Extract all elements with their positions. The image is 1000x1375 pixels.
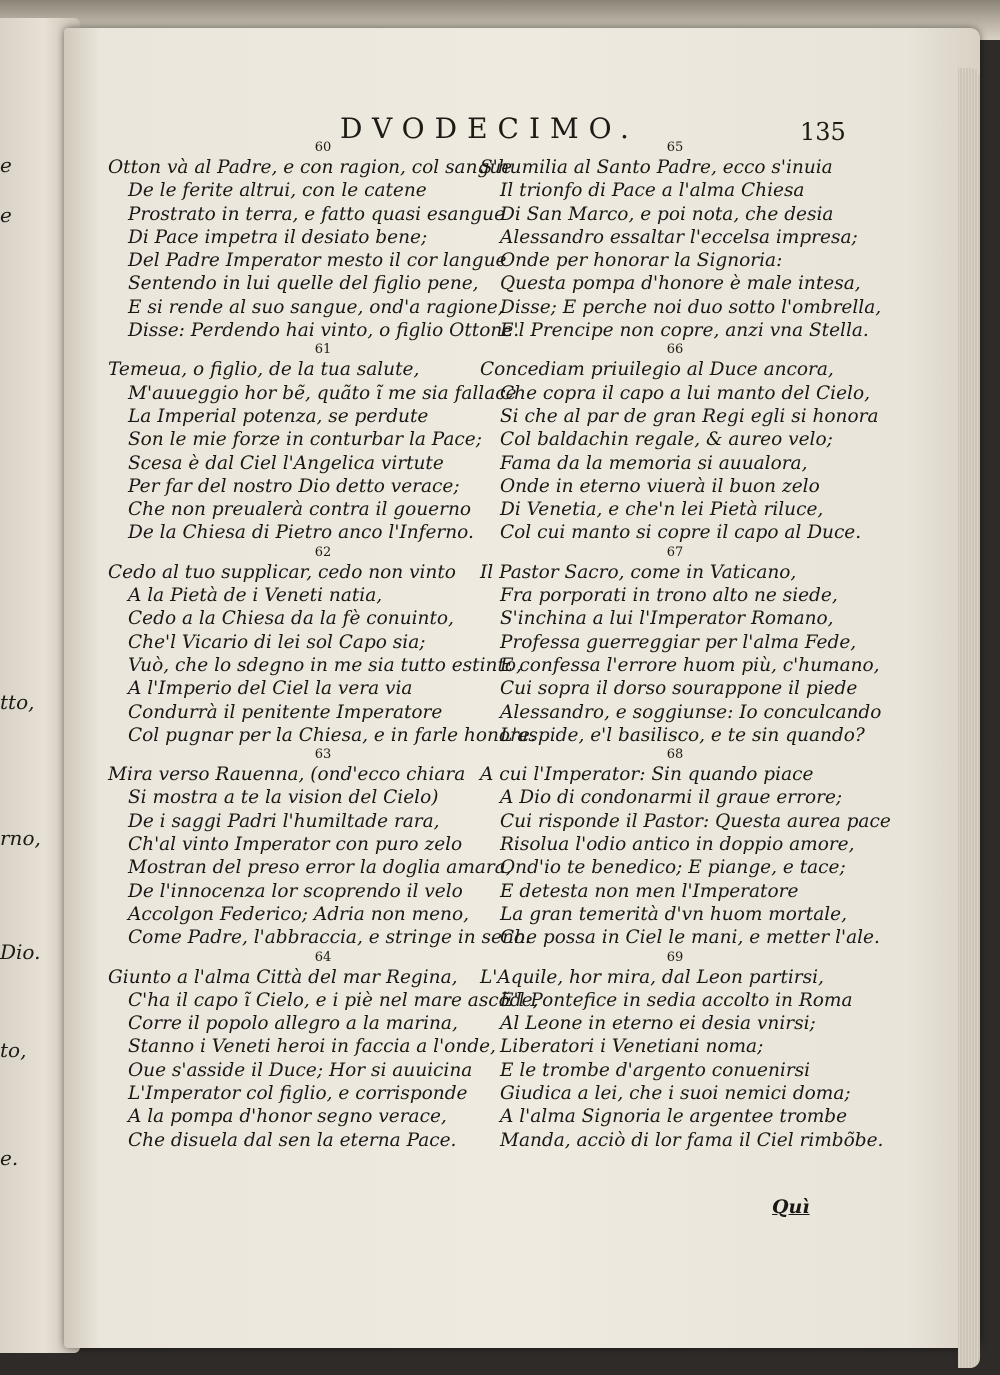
verse-line: De i saggi Padri l'humiltade rara, <box>128 810 440 832</box>
left-page-fragment: tto, <box>0 690 35 714</box>
verse-line: Col baldachin regale, & aureo velo; <box>500 429 833 451</box>
verse-line: M'auueggio hor bẽ, quãto ĩ me sia fallace <box>128 382 517 404</box>
left-page-fragment: to, <box>0 1038 27 1062</box>
running-title: DVODECIMO. <box>340 112 639 145</box>
stanza <box>480 342 879 544</box>
catchword: Quì <box>772 1196 810 1218</box>
verse-line: A l'Imperio del Ciel la vera via <box>128 678 413 700</box>
page-number: 135 <box>800 118 846 146</box>
left-page-fragment: Dio. <box>0 940 41 964</box>
verse-line: Concediam priuilegio al Duce ancora, <box>480 359 834 381</box>
verse-line: Che possa in Ciel le mani, e metter l'ale. <box>500 927 880 949</box>
verse-line: Cedo al tuo supplicar, cedo non vinto <box>108 561 456 583</box>
verse-line: Temeua, o figlio, de la tua salute, <box>108 359 420 381</box>
stanza <box>108 747 531 949</box>
verse-line: L'Aquile, hor mira, dal Leon partirsi, <box>480 966 824 988</box>
verse-line: C'ha il capo ĩ Cielo, e i piè nel mare ascõde, <box>128 989 539 1011</box>
verse-line: Alessandro essaltar l'eccelsa impresa; <box>500 226 858 248</box>
stanza-number: 63 <box>314 747 332 763</box>
verse-line: Liberatori i Venetiani noma; <box>500 1036 764 1058</box>
verse-line: Giudica a lei, che i suoi nemici doma; <box>500 1082 851 1104</box>
verse-line: De le ferite altrui, con le catene <box>128 180 427 202</box>
left-text-column <box>108 140 539 1152</box>
stanza-number: 61 <box>314 342 332 358</box>
verse-line: Scesa è dal Ciel l'Angelica virtute <box>128 452 444 474</box>
verse-line: La Imperial potenza, se perdute <box>128 405 429 427</box>
verse-line: Il Pastor Sacro, come in Vaticano, <box>480 561 797 583</box>
stanza-number: 65 <box>666 140 684 155</box>
verse-line: E'l Prencipe non copre, anzi vna Stella. <box>500 320 869 342</box>
verse-line: Questa pompa d'honore è male intesa, <box>500 273 861 295</box>
verse-line: Cedo a la Chiesa da la fè conuinto, <box>128 608 454 630</box>
verse-line: A l'alma Signoria le argentee trombe <box>500 1106 848 1128</box>
stanza <box>108 949 539 1152</box>
verse-line: Col cui manto si copre il capo al Duce. <box>500 522 862 544</box>
verse-line: Ond'io te benedico; E piange, e tace; <box>500 857 846 879</box>
verse-line: Vuò, che lo sdegno in me sia tutto estinto, <box>128 654 522 676</box>
stanza <box>108 342 517 544</box>
verse-line: Del Padre Imperator mesto il cor langue <box>128 250 507 272</box>
stanza-number: 68 <box>666 747 684 763</box>
verse-line: Risolua l'odio antico in doppio amore, <box>500 834 855 856</box>
stanza <box>480 544 882 747</box>
left-page-fragment: e <box>0 203 12 227</box>
verse-line: S'humilia al Santo Padre, ecco s'inuia <box>480 157 833 178</box>
verse-line: Fra porporati in trono alto ne siede, <box>500 585 838 607</box>
stanza-number: 62 <box>314 544 332 560</box>
stanza-number: 67 <box>666 544 684 560</box>
verse-line: Col pugnar per la Chiesa, e in farle honore. <box>128 724 536 746</box>
verse-line: Professa guerreggiar per l'alma Fede, <box>500 631 857 653</box>
left-page-fragment: e. <box>0 1146 19 1170</box>
verse-line: A la pompa d'honor segno verace, <box>128 1106 447 1128</box>
verse-line: Accolgon Federico; Adria non meno, <box>128 903 469 925</box>
verse-line: Che'l Vicario di lei sol Capo sia; <box>128 631 426 653</box>
verse-line: Si che al par de gran Regi egli si honora <box>500 405 879 427</box>
verse-line: Di Pace impetra il desiato bene; <box>128 226 428 248</box>
stanza <box>480 949 884 1152</box>
verse-line: Cui sopra il dorso sourappone il piede <box>500 678 858 700</box>
verse-line: Disse; E perche noi duo sotto l'ombrella, <box>500 296 882 318</box>
verse-line: Condurrà il penitente Imperatore <box>128 701 443 723</box>
verse-line: Al Leone in eterno ei desia vnirsi; <box>500 1013 816 1035</box>
verse-line: Stanno i Veneti heroi in faccia a l'onde, <box>128 1036 496 1058</box>
verse-line: De l'innocenza lor scoprendo il velo <box>128 880 463 902</box>
verse-line: E si rende al suo sangue, ond'a ragione, <box>128 296 504 318</box>
verse-line: Il trionfo di Pace a l'alma Chiesa <box>500 180 805 202</box>
stanza-number: 69 <box>666 949 684 965</box>
verse-line: E le trombe d'argento conuenirsi <box>500 1059 811 1081</box>
verse-line: E confessa l'errore huom più, c'humano, <box>500 654 880 676</box>
verse-line: Oue s'asside il Duce; Hor si auuicina <box>128 1059 473 1081</box>
verse-line: Si mostra a te la vision del Cielo) <box>128 787 439 809</box>
verse-line: Fama da la memoria si auualora, <box>500 452 808 474</box>
verse-line: Che non preualerà contra il gouerno <box>128 499 471 521</box>
verse-line: A Dio di condonarmi il graue errore; <box>500 787 843 809</box>
verse-line: Ch'al vinto Imperator con puro zelo <box>128 834 463 856</box>
stanza <box>108 140 520 342</box>
stanza-number: 66 <box>666 342 684 358</box>
verse-line: E detesta non men l'Imperatore <box>500 880 799 902</box>
verse-line: Alessandro, e soggiunse: Io conculcando <box>500 701 882 723</box>
verse-line: Onde per honorar la Signoria: <box>500 250 783 272</box>
verse-line: Giunto a l'alma Città del mar Regina, <box>108 966 458 988</box>
stanza <box>480 140 882 342</box>
verse-line: Disse: Perdendo hai vinto, o figlio Ottone. <box>128 320 520 342</box>
verse-line: L'aspide, e'l basilisco, e te sin quando? <box>500 724 865 746</box>
verse-line: Mira verso Rauenna, (ond'ecco chiara <box>108 764 466 786</box>
verse-line: La gran temerità d'vn huom mortale, <box>500 903 847 925</box>
verse-line: L'Imperator col figlio, e corrisponde <box>128 1082 468 1104</box>
verse-line: Per far del nostro Dio detto verace; <box>128 475 460 497</box>
verse-line: Come Padre, l'abbraccia, e stringe in seno. <box>128 927 531 949</box>
verse-line: Otton và al Padre, e con ragion, col sangue <box>108 157 513 178</box>
verse-line: A la Pietà de i Veneti natia, <box>128 585 383 607</box>
verse-line: Che copra il capo a lui manto del Cielo, <box>500 382 870 404</box>
verse-line: Son le mie forze in conturbar la Pace; <box>128 429 482 451</box>
verse-line: Cui risponde il Pastor: Questa aurea pace <box>500 810 891 832</box>
verse-line: Onde in eterno viuerà il buon zelo <box>500 475 820 497</box>
page-edge-stack <box>958 68 980 1368</box>
verse-line: Corre il popolo allegro a la marina, <box>128 1013 458 1035</box>
verse-line: A cui l'Imperator: Sin quando piace <box>480 764 814 786</box>
verse-line: Che disuela dal sen la eterna Pace. <box>128 1129 457 1151</box>
right-text-column <box>480 140 891 1152</box>
stanza <box>108 544 536 747</box>
stanza <box>480 747 891 949</box>
verse-line: Prostrato in terra, e fatto quasi esangue <box>128 203 506 225</box>
verse-line: Mostran del preso error la doglia amara, <box>128 857 512 879</box>
verse-line: S'inchina a lui l'Imperator Romano, <box>500 608 834 630</box>
verse-line: Manda, acciò di lor fama il Ciel rimbõbe. <box>500 1129 884 1151</box>
stanza-number: 60 <box>314 140 332 155</box>
left-page-fragment: e <box>0 153 12 177</box>
verse-line: Di Venetia, e che'n lei Pietà riluce, <box>500 499 824 521</box>
verse-line: E'l Pontefice in sedia accolto in Roma <box>500 989 853 1011</box>
stanza-number: 64 <box>314 949 332 965</box>
verse-line: Sentendo in lui quelle del figlio pene, <box>128 273 479 295</box>
verse-line: Di San Marco, e poi nota, che desia <box>500 203 834 225</box>
verse-line: De la Chiesa di Pietro anco l'Inferno. <box>128 522 474 544</box>
left-page-fragment: rno, <box>0 826 41 850</box>
